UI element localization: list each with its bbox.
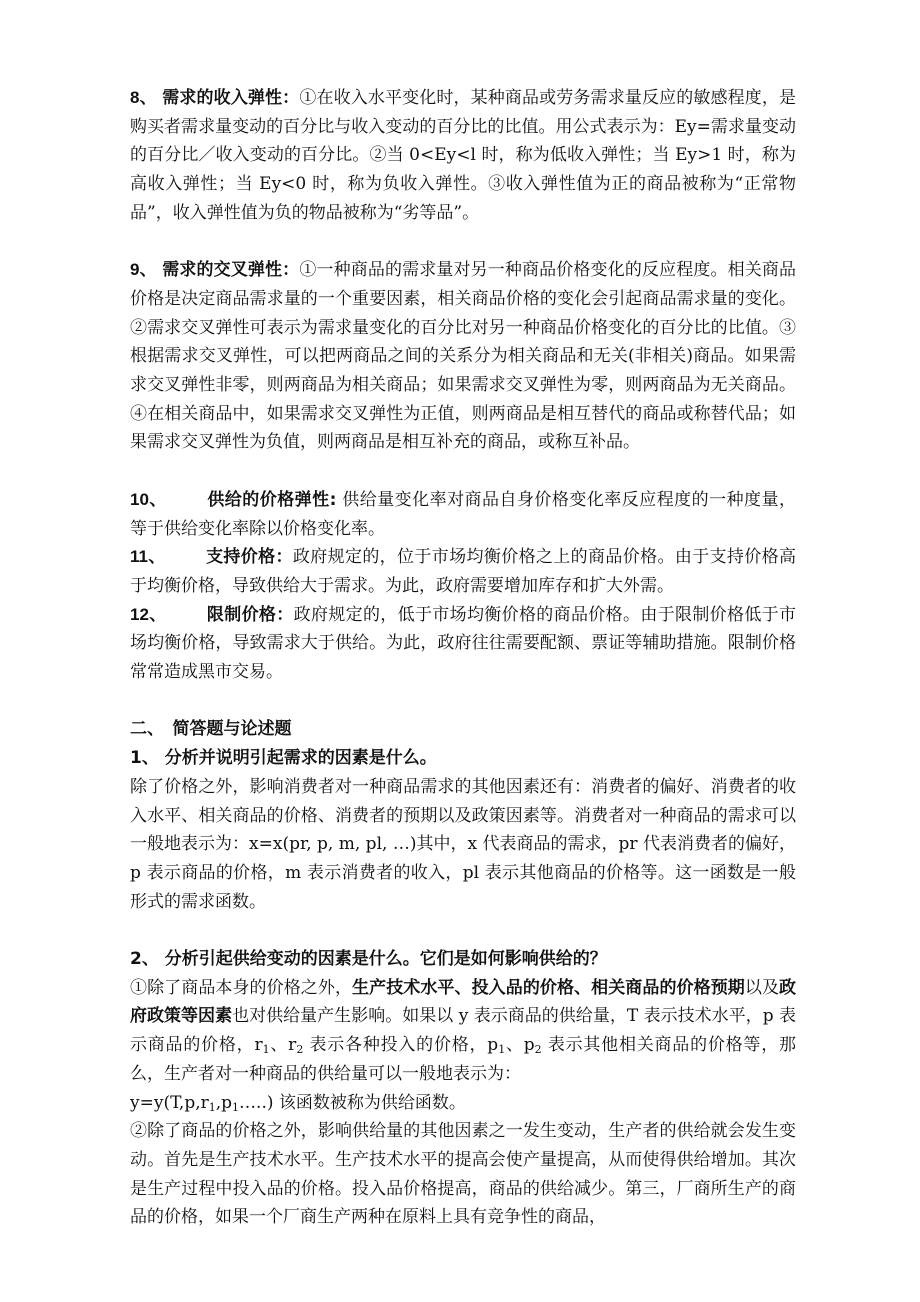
answer-text: 表示各种投入的价格，p [303,1035,499,1056]
subscript: 1 [208,1100,216,1114]
formula-text: ,p [215,1092,233,1113]
item-term: 需求的收入弹性： [162,88,300,108]
item-term: 需求的交叉弹性： [162,260,300,281]
question-2-answer-part-1 [130,974,796,1089]
item-term: 供给的价格弹性: [206,489,337,510]
item-number: 11、 [130,547,166,567]
subscript: 1 [262,1043,270,1057]
question-1-title: 1、 分析并说明引起需求的因素是什么。 [130,748,437,769]
formula-caption: 该函数被称为供给函数。 [273,1092,466,1113]
subscript: 2 [296,1043,304,1057]
answer-text: 、p [505,1035,535,1056]
emphasis-policy: 政府政策等因素 [130,977,797,1027]
formula-text: y=y(T,p,r [130,1092,209,1113]
subscript: 1 [232,1100,240,1114]
subscript: 1 [498,1043,506,1057]
item-body: 政府规定的，位于市场均衡价格之上的商品价格。由于支持价格高于均衡价格，导致供给大于需求。为此，政府需要增加库存和扩大外需。 [130,547,796,596]
section-heading: 二、 简答题与论述题 [130,719,292,740]
item-body: ①一种商品的需求量对另一种商品价格变化的反应程度。相关商品价格是决定商品需求量的一个重要因素，相关商品价格的变化会引起商品需求量的变化。②需求交叉弹性可表示为需求量变化的百分比对另一种商品价格变化的百分比的比值。③根据需求交叉弹性，可以把两商品之间的关系分为相关商品和无关(非相关)商品。如果需求交叉弹性非零，则两商品为相关商品；如果需求交叉弹性为零，则两商品为无关商品。④在相关商品中，如果需求交叉弹性为正值，则两商品是相互替代的商品或称替代品；如果需求交叉弹性为负值，则两商品是相互补充的商品，或称互补品。 [130,260,797,453]
item-term: 支持价格： [205,547,293,568]
definition-item-11 [130,543,796,600]
question-2-title: 2、 分析引起供给变动的因素是什么。它们是如何影响供给的？ [130,949,607,970]
definition-item-12 [130,601,796,687]
answer-text: 、r [269,1035,297,1056]
item-number: 12、 [130,604,167,624]
definition-item-10 [130,486,796,543]
emphasis-factors: 生产技术水平、投入品的价格、相关商品的价格预期 [352,977,745,998]
item-body: ①在收入水平变化时，某种商品或劳务需求量反应的敏感程度，是购买者需求量变动的百分比与收入变动的百分比的比值。用公式表示为：Ey=需求量变动的百分比／收入变动的百分比。②当 0<Ey<l 时，称为低收入弹性；当 Ey>1 时，称为高收入弹性；当 Ey<0 时，称为负收入弹性。③收入弹性值为正的商品被称为“正常物品”，收入弹性值为负的物品被称为“劣等品”。 [130,88,797,223]
item-number: 9、 [130,260,157,280]
formula-text: …..) [239,1092,274,1113]
item-body: 政府规定的，低于市场均衡价格的商品价格。由于限制价格低于市场均衡价格，导致需求大于供给。为此，政府往往需要配额、票证等辅助措施。限制价格常常造成黑市交易。 [130,604,797,683]
subscript: 2 [534,1043,542,1057]
definition-item-9 [130,256,796,457]
question-1-answer: 除了价格之外，影响消费者对一种商品需求的其他因素还有：消费者的偏好、消费者的收入水平、相关商品的价格、消费者的预期以及政策因素等。消费者对一种商品的需求可以一般地表示为：x=x(pr, p, m, pl, …)其中，x 代表商品的需求，pr 代表消费者的偏好，p 表示商品的价格，m 表示消费者的收入，pl 表示其他商品的价格等。这一函数是一般形式的需求函数。 [130,776,796,912]
question-2-answer-part-2: ②除了商品的价格之外，影响供给量的其他因素之一发生变动，生产者的供给就会发生变动。首先是生产技术水平。生产技术水平的提高会使产量提高，从而使得供给增加。其次是生产过程中投入品的价格。投入品价格提高，商品的供给减少。第三，厂商所生产的商品的价格，如果一个厂商生产两种在原料上具有竞争性的商品， [130,1121,796,1228]
answer-text: 表示其他相关商品的价格等，那么，生产者对一种商品的供给量可以一般地表示为： [130,1035,796,1084]
answer-text: ①除了商品本身的价格之外， [130,977,353,998]
item-number: 8、 [130,88,157,107]
answer-text: 以及 [744,977,780,998]
document-page [130,84,796,1232]
answer-text: 也对供给量产生影响。如果以 y 表示商品的供给量，T 表示技术水平，p 表示商品的价格，r [130,1006,796,1056]
item-number: 10、 [130,489,167,509]
definition-item-8 [130,84,796,228]
supply-function-formula [130,1089,796,1118]
item-term: 限制价格： [206,604,294,625]
item-body: 供给量变化率对商品自身价格变化率反应程度的一种度量，等于供给变化率除以价格变化率。 [130,489,796,539]
